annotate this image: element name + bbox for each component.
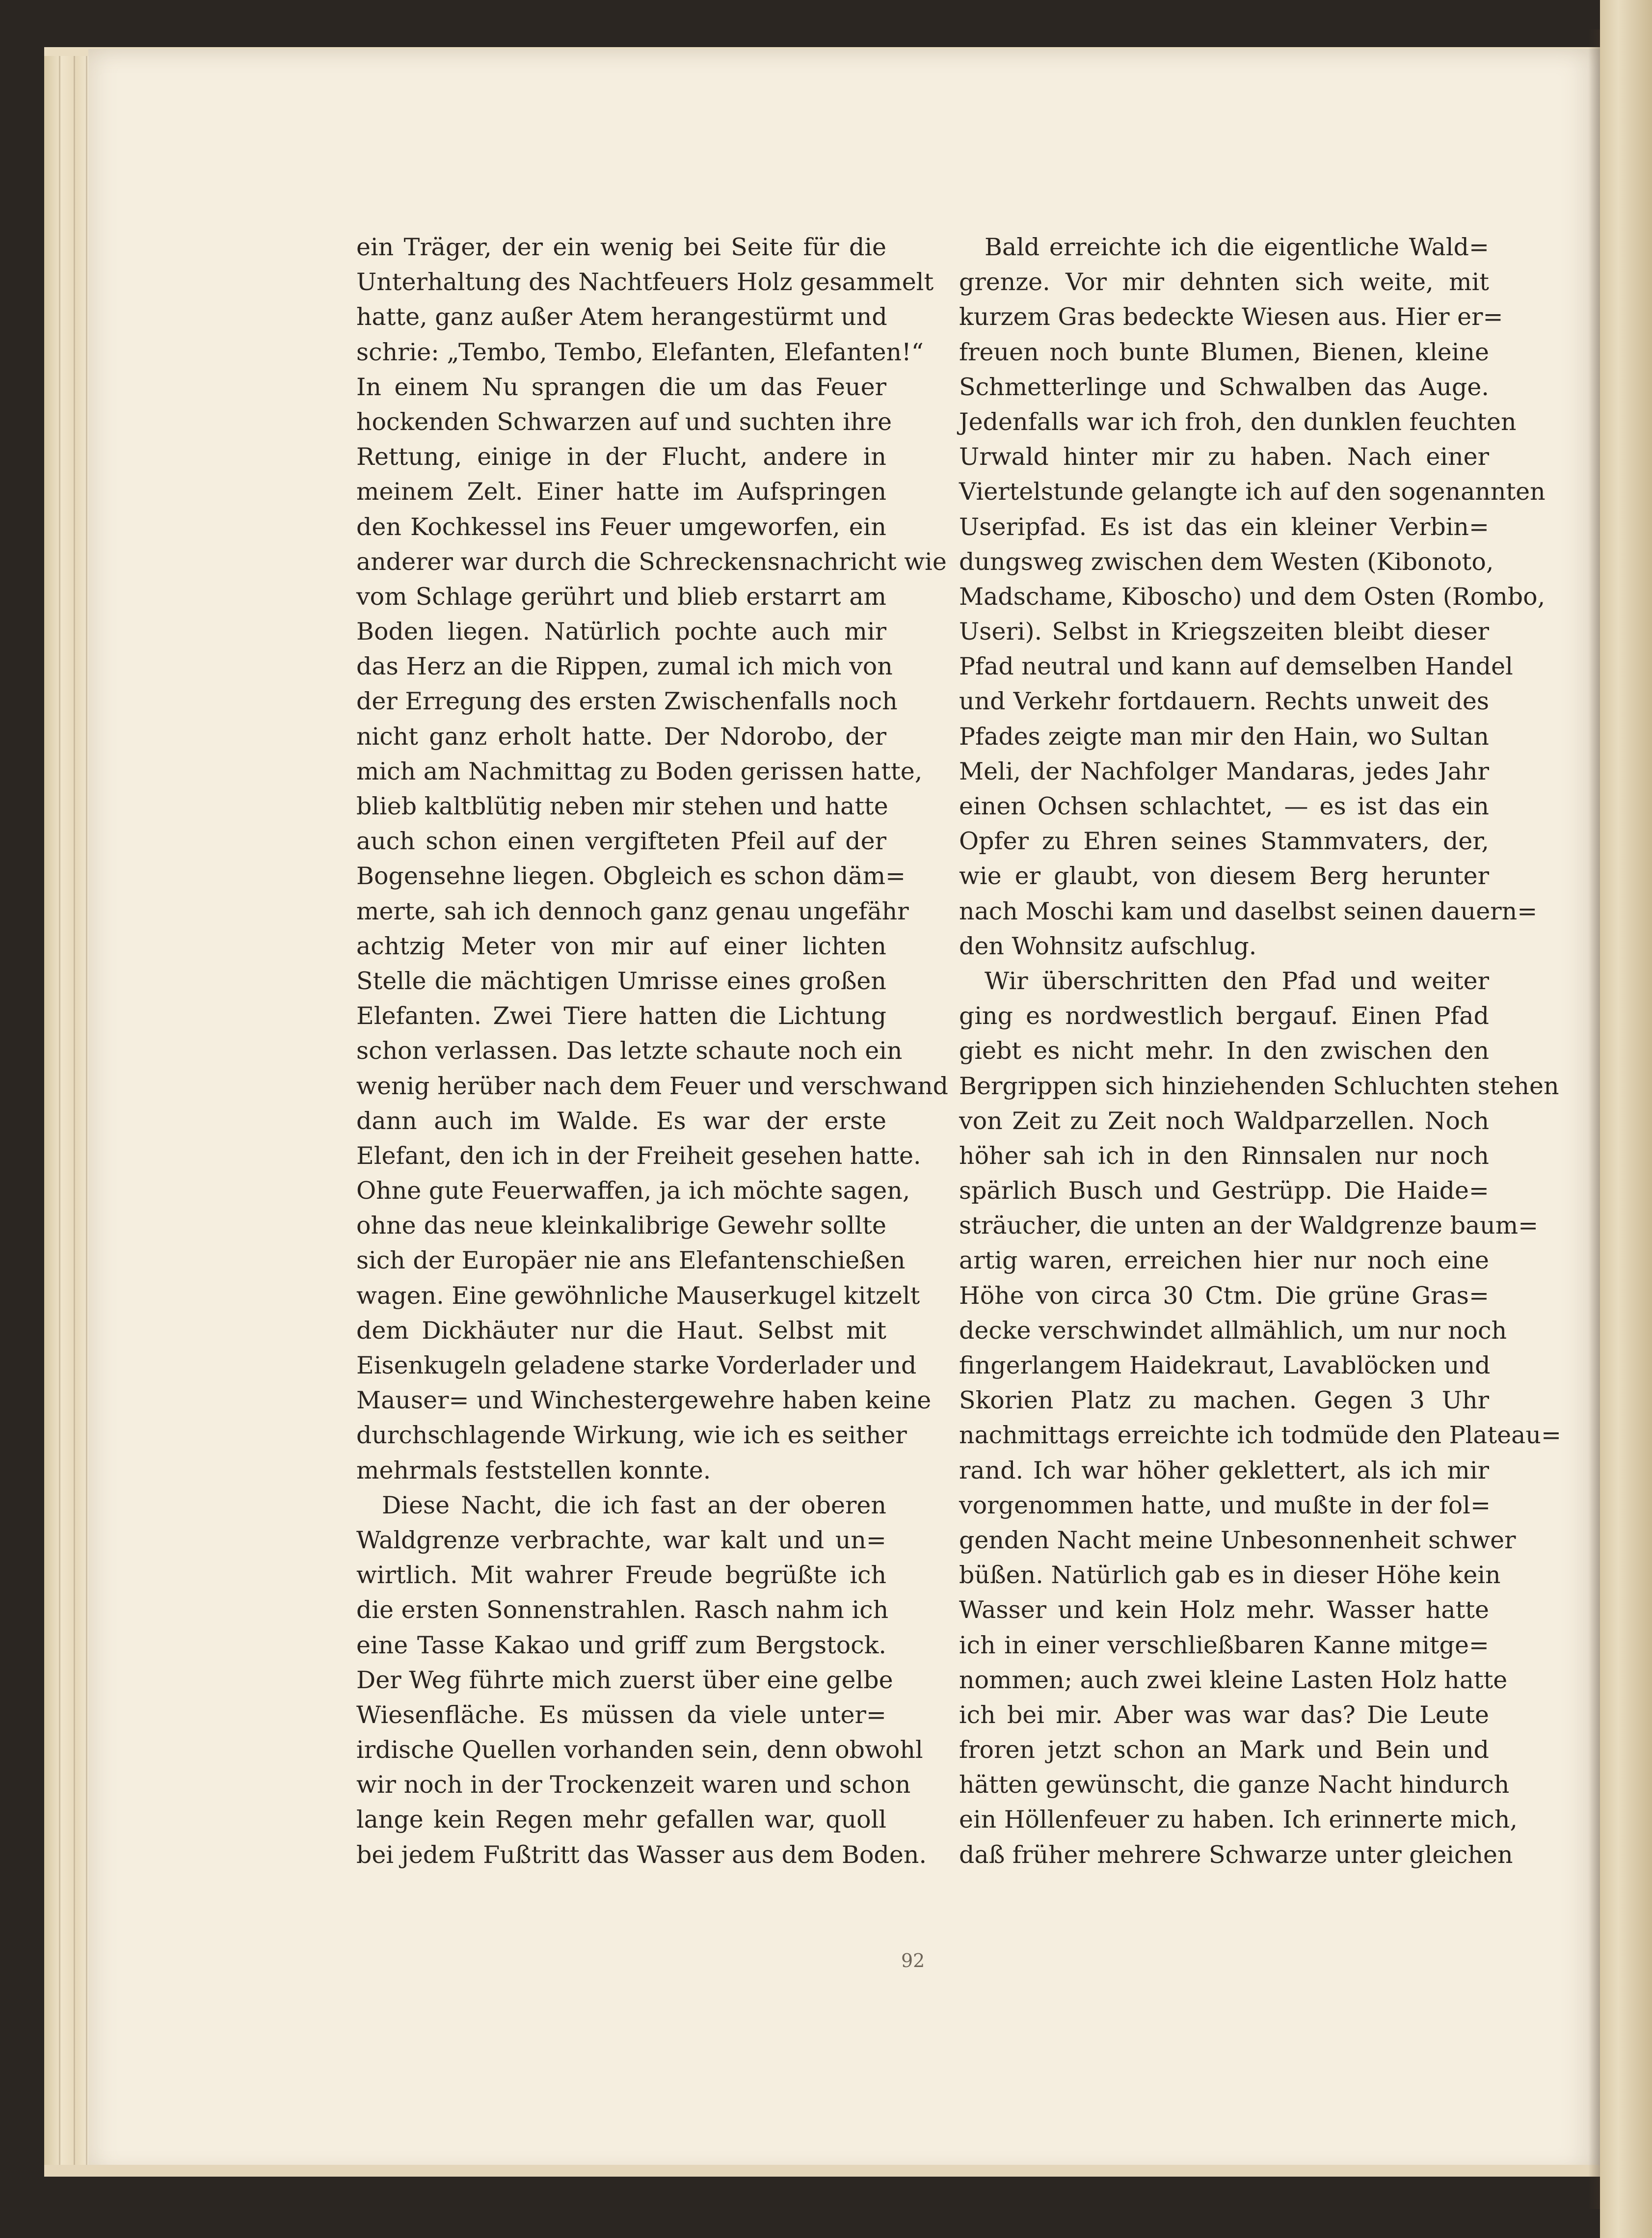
text-line: ging es nordwestlich bergauf. Einen Pfad [959,1002,1489,1030]
text-line: Höhe von circa 30 Ctm. Die grüne Gras= [959,1281,1489,1310]
leaf-line [86,49,87,2175]
text-line: dem Dickhäuter nur die Haut. Selbst mit [356,1316,886,1345]
text-line: ich in einer verschließbaren Kanne mitge= [959,1631,1489,1659]
text-line: freuen noch bunte Blumen, Bienen, kleine [959,338,1489,366]
text-line: und Verkehr fortdauern. Rechts unweit des [959,687,1489,716]
text-line: ein Träger, der ein wenig bei Seite für die [356,233,886,261]
text-line: froren jetzt schon an Mark und Bein und [959,1736,1489,1764]
text-line: schrie: „Tembo, Tembo, Elefanten, Elefanten!“ [356,338,924,366]
text-line: Wasser und kein Holz mehr. Wasser hatte [959,1596,1489,1624]
text-line: Pfades zeigte man mir den Hain, wo Sultan [959,722,1489,751]
text-line: dungsweg zwischen dem Westen (Kibonoto, [959,547,1494,576]
leaf-line [74,49,75,2175]
text-line: ich bei mir. Aber was war das? Die Leute [959,1700,1489,1729]
text-line: In einem Nu sprangen die um das Feuer [356,373,886,401]
text-line: wirtlich. Mit wahrer Freude begrüßte ich [356,1561,886,1590]
text-line: hockenden Schwarzen auf und suchten ihre [356,407,892,436]
text-line: bei jedem Fußtritt das Wasser aus dem Boden. [356,1840,927,1869]
text-line: lange kein Regen mehr gefallen war, quoll [356,1806,886,1834]
text-line: Viertelstunde gelangte ich auf den sogenannten [959,478,1545,506]
text-line: artig waren, erreichen hier nur noch eine [959,1246,1489,1275]
text-line: Opfer zu Ehren seines Stammvaters, der, [959,827,1489,856]
next-page-edge [1600,0,1652,2238]
text-line: auch schon einen vergifteten Pfeil auf der [356,827,886,856]
text-line: Jedenfalls war ich froh, den dunklen feuchten [959,407,1517,436]
text-line: durchschlagende Wirkung, wie ich es seither [356,1421,907,1450]
text-line: achtzig Meter von mir auf einer lichten [356,932,886,960]
text-line: nommen; auch zwei kleine Lasten Holz hatte [959,1666,1508,1694]
text-line: irdische Quellen vorhanden sein, denn obwohl [356,1736,923,1764]
text-line: Pfad neutral und kann auf demselben Handel [959,652,1513,681]
text-line: wie er glaubt, von diesem Berg herunter [959,862,1489,890]
text-line: hatte, ganz außer Atem herangestürmt und [356,303,887,331]
page-bottom-edge [44,2165,1600,2177]
text-line: das Herz an die Rippen, zumal ich mich von [356,652,893,681]
text-line: Wir überschritten den Pfad und weiter [985,967,1489,995]
text-line: Elefanten. Zwei Tiere hatten die Lichtung [356,1002,886,1030]
left-text-column [356,230,949,1872]
text-line: decke verschwindet allmählich, um nur noch [959,1316,1507,1345]
text-line: Madschame, Kiboscho) und dem Osten (Rombo, [959,582,1545,611]
text-line: giebt es nicht mehr. In den zwischen den [959,1037,1489,1065]
text-line: spärlich Busch und Gestrüpp. Die Haide= [959,1177,1489,1205]
text-line: höher sah ich in den Rinnsalen nur noch [959,1141,1489,1170]
text-line: Ohne gute Feuerwaffen, ja ich möchte sagen, [356,1177,910,1205]
text-line: vorgenommen hatte, und mußte in der fol= [959,1491,1491,1519]
leaf-line [59,49,60,2175]
text-line: dann auch im Walde. Es war der erste [356,1106,886,1135]
text-line: rand. Ich war höher geklettert, als ich mir [959,1456,1489,1484]
text-line: von Zeit zu Zeit noch Waldparzellen. Noch [959,1106,1489,1135]
right-text-column [959,230,1562,1872]
text-line: anderer war durch die Schreckensnachricht wie [356,547,947,576]
text-line: mich am Nachmittag zu Boden gerissen hatte, [356,757,923,785]
text-line: Elefant, den ich in der Freiheit gesehen hatte. [356,1141,921,1170]
text-line: wenig herüber nach dem Feuer und verschwand [356,1072,949,1100]
text-line: daß früher mehrere Schwarze unter gleichen [959,1840,1513,1869]
text-line: Rettung, einige in der Flucht, andere in [356,443,886,471]
text-line: schon verlassen. Das letzte schaute noch ein [356,1037,903,1065]
text-line: Bergrippen sich hinziehenden Schluchten stehen [959,1072,1559,1100]
text-line: ein Höllenfeuer zu haben. Ich erinnerte mich, [959,1806,1518,1834]
text-line: blieb kaltblütig neben mir stehen und hatte [356,792,888,820]
text-line: meinem Zelt. Einer hatte im Aufspringen [356,478,886,506]
text-line: ohne das neue kleinkalibrige Gewehr sollte [356,1212,886,1240]
text-line: vom Schlage gerührt und blieb erstarrt am [356,582,886,611]
text-line: hätten gewünscht, die ganze Nacht hindurch [959,1771,1510,1799]
text-line: nicht ganz erholt hatte. Der Ndorobo, der [356,722,886,751]
text-line: Stelle die mächtigen Umrisse eines großen [356,967,886,995]
text-line: sich der Europäer nie ans Elefantenschießen [356,1246,906,1275]
text-line: Urwald hinter mir zu haben. Nach einer [959,443,1489,471]
text-line: Useripfad. Es ist das ein kleiner Verbin= [959,512,1489,541]
text-line: genden Nacht meine Unbesonnenheit schwer [959,1526,1516,1554]
text-line: den Wohnsitz aufschlug. [959,932,1257,960]
text-line: mehrmals feststellen konnte. [356,1456,711,1484]
text-line: Schmetterlinge und Schwalben das Auge. [959,373,1489,401]
text-line: eine Tasse Kakao und griff zum Bergstock. [356,1631,886,1659]
text-line: nachmittags erreichte ich todmüde den Plateau= [959,1421,1562,1450]
text-line: sträucher, die unten an der Waldgrenze baum= [959,1212,1539,1240]
text-line: merte, sah ich dennoch ganz genau ungefähr [356,897,909,925]
text-line: Wiesenfläche. Es müssen da viele unter= [356,1700,886,1729]
text-line: Mauser= und Winchestergewehre haben keine [356,1386,932,1415]
text-line: Eisenkugeln geladene starke Vorderlader und [356,1351,917,1379]
text-line: Skorien Platz zu machen. Gegen 3 Uhr [959,1386,1489,1415]
text-line: kurzem Gras bedeckte Wiesen aus. Hier er= [959,303,1503,331]
text-line: Unterhaltung des Nachtfeuers Holz gesammelt [356,268,934,297]
text-line: Useri). Selbst in Kriegszeiten bleibt dieser [959,618,1489,646]
text-line: die ersten Sonnenstrahlen. Rasch nahm ich [356,1596,889,1624]
text-line: Bald erreichte ich die eigentliche Wald= [985,233,1489,261]
text-line: nach Moschi kam und daselbst seinen dauern= [959,897,1538,925]
text-line: wir noch in der Trockenzeit waren und schon [356,1771,911,1799]
page-number: 92 [901,1950,925,1971]
text-line: Diese Nacht, die ich fast an der oberen [382,1491,886,1519]
text-line: grenze. Vor mir dehnten sich weite, mit [959,268,1489,297]
text-line: Boden liegen. Natürlich pochte auch mir [356,618,886,646]
text-line: büßen. Natürlich gab es in dieser Höhe kein [959,1561,1501,1590]
text-line: Meli, der Nachfolger Mandaras, jedes Jahr [959,757,1489,785]
text-line: Bogensehne liegen. Obgleich es schon däm= [356,862,906,890]
text-line: Der Weg führte mich zuerst über eine gelbe [356,1666,893,1694]
text-line: wagen. Eine gewöhnliche Mauserkugel kitzelt [356,1281,920,1310]
text-line: den Kochkessel ins Feuer umgeworfen, ein [356,512,886,541]
text-line: der Erregung des ersten Zwischenfalls noch [356,687,898,716]
text-line: Waldgrenze verbrachte, war kalt und un= [356,1526,886,1554]
text-line: einen Ochsen schlachtet, — es ist das ein [959,792,1489,820]
text-line: fingerlangem Haidekraut, Lavablöcken und [959,1351,1491,1379]
